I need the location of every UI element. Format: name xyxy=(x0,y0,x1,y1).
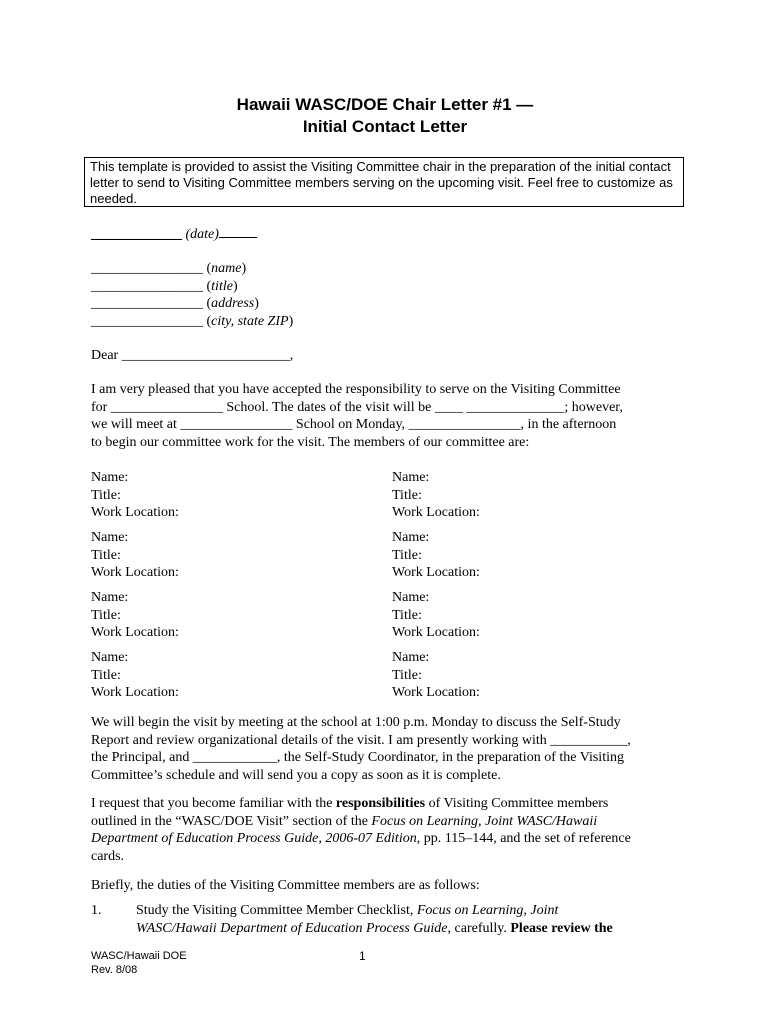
member-title-label: Title: xyxy=(392,547,422,563)
paragraph-line: we will meet at ________________ School on Monday, ________________, in the afternoon xyxy=(91,417,617,432)
salutation-blank: ________________________, xyxy=(121,348,294,363)
paragraph-line: for ________________ School. The dates of the visit will be ____ ______________; however, xyxy=(91,399,623,415)
paragraph-line: Report and review organizational details of the visit. I am presently working with ___________, xyxy=(91,732,631,748)
intro-paragraph xyxy=(91,381,736,451)
paragraph-duties-intro xyxy=(91,877,480,895)
footer-revision: Rev. 8/08 xyxy=(91,964,138,976)
member-location-label: Work Location: xyxy=(392,625,480,640)
address-label: address xyxy=(211,296,255,311)
member-location-label: Work Location: xyxy=(392,565,480,580)
member-name-label: Name: xyxy=(91,470,129,485)
member-location-label: Work Location: xyxy=(91,685,179,700)
text-run-italic: WASC/Hawaii Department of Education Process Guide xyxy=(136,920,448,936)
text-run: outlined in the “WASC/DOE Visit” section of the xyxy=(91,813,372,829)
salutation xyxy=(91,347,293,365)
date-line xyxy=(91,226,257,244)
member-name-label: Name: xyxy=(91,590,129,605)
member-title-label: Title: xyxy=(392,607,422,623)
template-note-box xyxy=(84,157,684,207)
paragraph-line: I am very pleased that you have accepted the responsibility to serve on the Visiting Committee xyxy=(91,382,621,397)
member-location-label: Work Location: xyxy=(392,685,480,700)
address-label: name xyxy=(211,261,242,276)
member-name-label: Name: xyxy=(392,530,430,545)
paragraph-visit-schedule xyxy=(91,714,736,784)
paragraph-line xyxy=(136,920,696,938)
member-entry xyxy=(392,469,480,522)
member-name-label: Name: xyxy=(91,530,129,545)
date-underline xyxy=(219,226,257,238)
text-run-italic: Department of Education Process Guide, 2006-07 Edition xyxy=(91,831,417,846)
paragraph-line: We will begin the visit by meeting at the school at 1:00 p.m. Monday to discuss the Self-Study xyxy=(91,715,621,730)
paragraph-responsibilities xyxy=(91,795,736,865)
paragraph-line: Briefly, the duties of the Visiting Committee members are as follows: xyxy=(91,878,480,893)
text-run-bold: responsibilities xyxy=(335,796,426,811)
page-number-text: 1 xyxy=(359,949,366,963)
address-blank: ________________ xyxy=(91,278,203,294)
title-line-1: Hawaii WASC/DOE Chair Letter #1 — xyxy=(236,95,534,114)
member-entry xyxy=(91,649,179,702)
member-name-label: Name: xyxy=(392,590,430,605)
paragraph-line: Committee’s schedule and will send you a copy as soon as it is complete. xyxy=(91,767,501,783)
document-title xyxy=(0,94,770,138)
paragraph-line: cards. xyxy=(91,848,125,864)
page-number xyxy=(359,949,366,963)
paragraph-line xyxy=(91,813,736,831)
address-line-name: ________________ (name) xyxy=(91,261,247,276)
paragraph-line xyxy=(136,902,696,920)
paragraph-line xyxy=(91,795,736,813)
address-blank: ________________ xyxy=(91,261,203,276)
member-entry xyxy=(91,589,179,642)
member-title-label: Title: xyxy=(392,487,422,503)
text-run: of Visiting Committee members xyxy=(425,796,609,811)
text-run: I request that you become familiar with the xyxy=(91,796,336,811)
member-location-label: Work Location: xyxy=(91,565,179,580)
date-blank: _____________ xyxy=(91,227,182,242)
member-title-label: Title: xyxy=(392,667,422,683)
member-location-label: Work Location: xyxy=(91,505,179,520)
duty-list-item-1 xyxy=(91,902,102,920)
text-run: , carefully. xyxy=(447,920,511,936)
list-number: 1. xyxy=(91,903,102,918)
member-entry xyxy=(392,649,480,702)
paragraph-line: the Principal, and ____________, the Self-Study Coordinator, in the preparation of the Visiting xyxy=(91,750,624,765)
text-run: Study the Visiting Committee Member Checklist, xyxy=(136,903,417,918)
member-name-label: Name: xyxy=(91,650,129,665)
member-title-label: Title: xyxy=(91,607,121,623)
paragraph-line xyxy=(91,830,736,848)
member-title-label: Title: xyxy=(91,547,121,563)
member-name-label: Name: xyxy=(392,470,430,485)
address-label: title xyxy=(211,278,233,294)
member-entry xyxy=(392,589,480,642)
salutation-word: Dear xyxy=(91,348,119,363)
text-run-italic: Focus on Learning, Joint xyxy=(416,903,559,918)
member-entry xyxy=(91,529,179,582)
address-blank: ________________ xyxy=(91,313,203,329)
member-title-label: Title: xyxy=(91,487,121,503)
footer-org: WASC/Hawaii DOE xyxy=(91,950,187,962)
text-run: , pp. 115–144, and the set of reference xyxy=(416,831,631,846)
address-line-title: ________________ (title) xyxy=(91,278,238,294)
date-label: (date) xyxy=(185,227,219,242)
address-blank: ________________ xyxy=(91,296,203,311)
member-location-label: Work Location: xyxy=(91,625,179,640)
member-entry xyxy=(91,469,179,522)
member-name-label: Name: xyxy=(392,650,430,665)
member-title-label: Title: xyxy=(91,667,121,683)
footer-left xyxy=(91,949,187,977)
title-line-2: Initial Contact Letter xyxy=(302,117,468,136)
address-line-address: ________________ (address) xyxy=(91,296,259,311)
duty-list-item-1-text xyxy=(136,902,696,937)
address-label: city, state ZIP xyxy=(211,313,289,329)
template-note-text: This template is provided to assist the Visiting Committee chair in the preparation of the initial contact letter to send to Visiting Committee members serving on the upcoming visit. Feel free to customize as needed. xyxy=(90,159,673,206)
paragraph-line: to begin our committee work for the visit. The members of our committee are: xyxy=(91,434,530,450)
address-line-city: ________________ (city, state ZIP) xyxy=(91,313,294,329)
member-location-label: Work Location: xyxy=(392,505,480,520)
text-run-italic: Focus on Learning, Joint WASC/Hawaii xyxy=(371,813,598,829)
text-run-bold: Please review the xyxy=(510,920,613,936)
address-block xyxy=(91,260,293,330)
member-entry xyxy=(392,529,480,582)
